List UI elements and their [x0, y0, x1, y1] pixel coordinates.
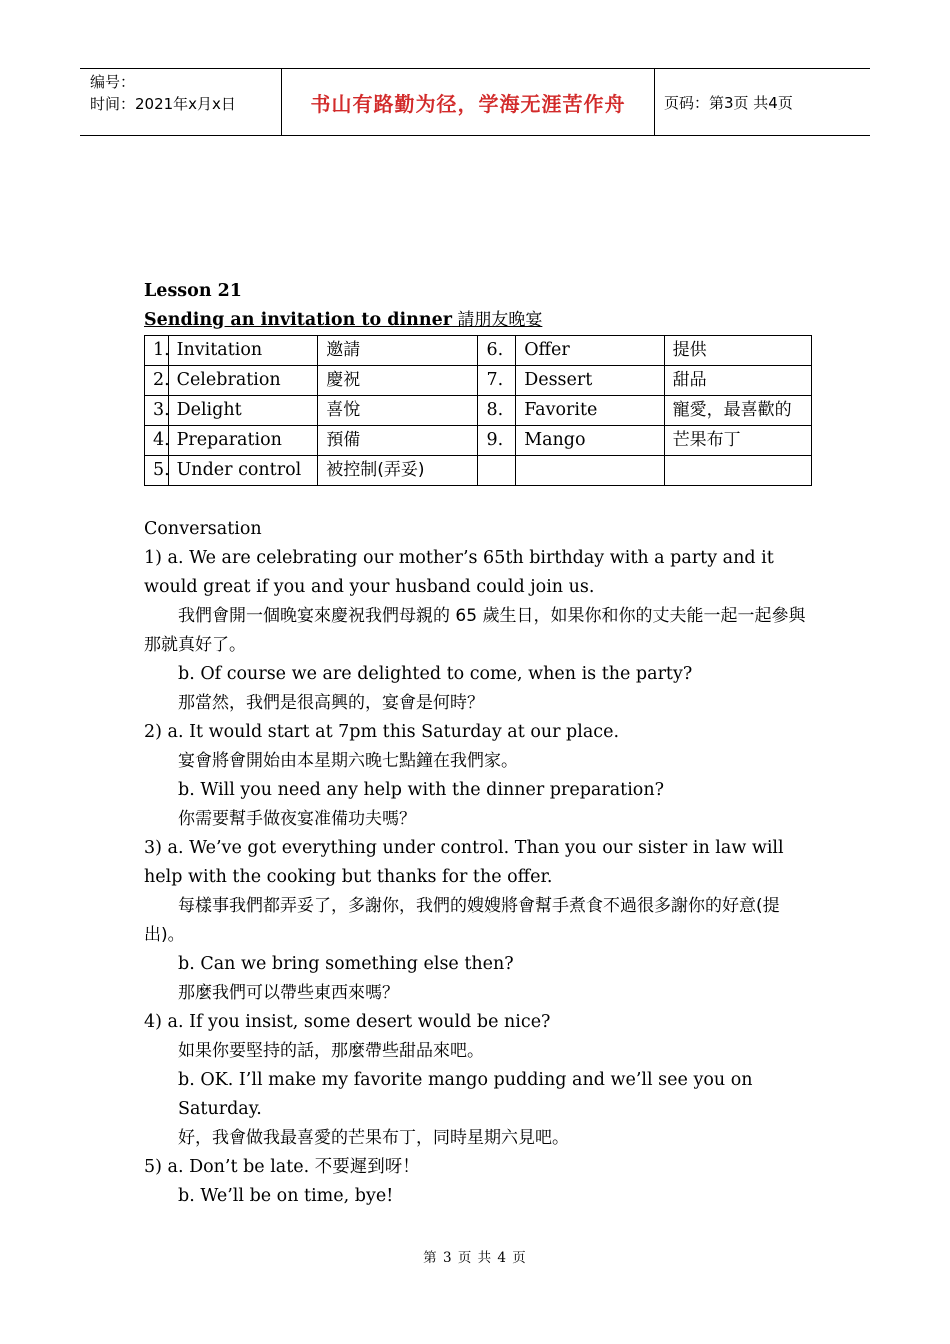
- vocab-english: Offer: [516, 336, 664, 366]
- dialogue-line: 1) a. We are celebrating our mother’s 65th birthday with a party and it would great if you and your husband could join us.: [144, 548, 774, 597]
- lesson-subtitle: [144, 306, 814, 335]
- dialogue-translation: 好，我會做我最喜愛的芒果布丁，同時星期六見吧。: [178, 1128, 569, 1148]
- vocab-chinese: 慶祝: [318, 366, 478, 396]
- dialogue-line: b. We’ll be on time, bye!: [178, 1186, 394, 1206]
- table-row: [145, 426, 812, 456]
- vocab-english: Under control: [168, 456, 318, 486]
- conversation-heading: Conversation: [144, 519, 262, 539]
- vocab-english: [516, 456, 664, 486]
- vocab-chinese: 甜品: [664, 366, 811, 396]
- dialogue-translation: 宴會將會開始由本星期六晚七點鐘在我們家。: [178, 751, 518, 771]
- vocab-number: 3.: [145, 396, 169, 426]
- dialogue-line: b. Will you need any help with the dinner preparation?: [178, 780, 664, 800]
- header-left: [80, 69, 281, 135]
- table-row: [145, 336, 812, 366]
- table-row: [145, 366, 812, 396]
- dialogue-translation: 我們會開一個晚宴來慶祝我們母親的 65 歲生日，如果你和你的丈夫能一起一起參與那就真好了。: [144, 606, 806, 655]
- vocab-english: Favorite: [516, 396, 664, 426]
- page-label: 页码：第3页 共4页: [664, 93, 793, 112]
- table-row: [145, 396, 812, 426]
- vocabulary-table: [144, 335, 812, 486]
- dialogue-translation: 如果你要堅持的話，那麼帶些甜品來吧。: [178, 1041, 484, 1061]
- vocab-number: 4.: [145, 426, 169, 456]
- date-label: 时间：2021年x月x日: [90, 95, 236, 113]
- vocab-english: Delight: [168, 396, 318, 426]
- number-label: 编号：: [90, 73, 136, 91]
- subtitle-en: Sending an invitation to dinner: [144, 310, 452, 330]
- vocab-chinese: 被控制(弄妥): [318, 456, 478, 486]
- vocab-chinese: 寵愛，最喜歡的: [664, 396, 811, 426]
- vocab-english: Dessert: [516, 366, 664, 396]
- dialogue-translation: 每樣事我們都弄妥了，多謝你，我們的嫂嫂將會幫手煮食不過很多謝你的好意(提出)。: [144, 896, 780, 945]
- vocab-number: [478, 456, 516, 486]
- conversation-section: [144, 515, 814, 1211]
- vocab-number: 9.: [478, 426, 516, 456]
- vocab-english: Invitation: [168, 336, 318, 366]
- dialogue-translation: 那麼我們可以帶些東西來嗎？: [178, 983, 399, 1003]
- page-header: [80, 68, 870, 136]
- vocab-chinese: [664, 456, 811, 486]
- vocab-number: 1.: [145, 336, 169, 366]
- dialogue-line: 5) a. Don’t be late. 不要遲到呀！: [144, 1157, 420, 1177]
- vocab-english: Mango: [516, 426, 664, 456]
- vocab-chinese: 芒果布丁: [664, 426, 811, 456]
- vocab-number: 6.: [478, 336, 516, 366]
- dialogue-line: b. Can we bring something else then?: [178, 954, 514, 974]
- vocab-english: Celebration: [168, 366, 318, 396]
- dialogue-line: b. Of course we are delighted to come, when is the party?: [178, 664, 693, 684]
- motto: 书山有路勤为径，学海无涯苦作舟: [310, 91, 626, 116]
- vocab-number: 7.: [478, 366, 516, 396]
- vocab-chinese: 喜悅: [318, 396, 478, 426]
- vocab-number: 8.: [478, 396, 516, 426]
- header-right: [655, 69, 870, 135]
- dialogue-line: b. OK. I’ll make my favorite mango pudding and we’ll see you on Saturday.: [178, 1070, 753, 1119]
- subtitle-zh: 請朋友晚宴: [451, 310, 543, 330]
- dialogue-line: 4) a. If you insist, some desert would be nice?: [144, 1012, 551, 1032]
- dialogue-line: 3) a. We’ve got everything under control. Than you our sister in law will help with the cooking but thanks for the offer.: [144, 838, 784, 887]
- vocab-number: 2.: [145, 366, 169, 396]
- vocab-number: 5.: [145, 456, 169, 486]
- lesson-title: Lesson 21: [144, 281, 242, 301]
- document-body: [144, 277, 814, 1211]
- header-middle: [281, 69, 655, 135]
- vocab-chinese: 預備: [318, 426, 478, 456]
- vocab-chinese: 邀請: [318, 336, 478, 366]
- vocab-chinese: 提供: [664, 336, 811, 366]
- table-row: [145, 456, 812, 486]
- vocab-english: Preparation: [168, 426, 318, 456]
- dialogue-line: 2) a. It would start at 7pm this Saturday at our place.: [144, 722, 620, 742]
- dialogue-translation: 那當然，我們是很高興的，宴會是何時？: [178, 693, 484, 713]
- dialogue-translation: 你需要幫手做夜宴准備功夫嗎？: [178, 809, 416, 829]
- page-footer: 第 3 页 共 4 页: [423, 1250, 527, 1266]
